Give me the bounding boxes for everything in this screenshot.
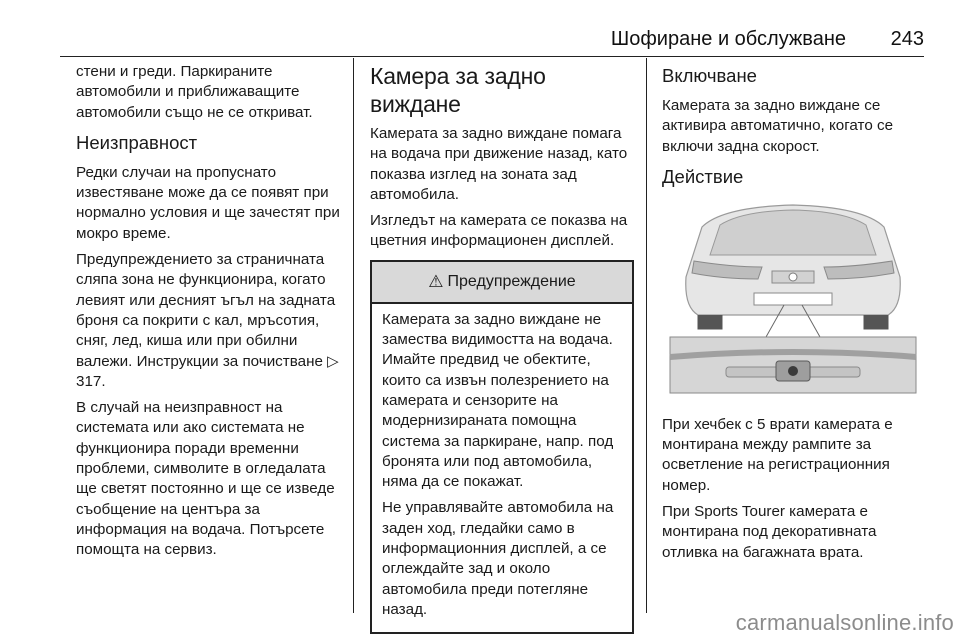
page-ref-icon: ▷ (327, 352, 339, 370)
column-divider (646, 58, 647, 613)
paragraph: Изгледът на камерата се показва на цветния информационен дисплей. (370, 212, 628, 250)
watermark: carmanualsonline.info (735, 610, 954, 635)
page-ref-link[interactable]: 317. (76, 372, 106, 390)
paragraph: Камерата за задно виждане се активира автоматично, когато се включи задна скорост. (662, 97, 894, 155)
page-header (60, 26, 924, 57)
paragraph: При хечбек с 5 врати камерата е монтирана между рампите за осветление на регистрационния номер. (662, 415, 893, 494)
column-divider (353, 58, 354, 613)
warning-box (370, 260, 634, 634)
section-heading: Включване (662, 65, 757, 86)
section-heading: Действие (662, 165, 744, 187)
page-number: 243 (890, 28, 924, 50)
rear-camera-car-illustration-icon (662, 197, 924, 403)
warning-body (372, 304, 632, 632)
header-title: Шофиране и обслужване (610, 28, 846, 50)
paragraph: При Sports Tourer камерата е монтирана под декоративната отливка на багажната врата. (662, 503, 877, 561)
chapter-heading: Камера за задно виждане (370, 63, 546, 117)
section-heading: Неизправност (76, 131, 198, 153)
column-1 (76, 62, 344, 567)
warning-header (372, 262, 632, 304)
paragraph: Редки случаи на пропуснато известяване може да се появят при нормално условия и ще зачестят при мокро време. (76, 163, 340, 242)
warning-title: Предупреждение (447, 272, 576, 290)
paragraph: Не управлявайте автомобила на заден ход, гледайки само в информационния дисплей, а се оглеждайте зад и около автомобила преди потегляне назад. (382, 499, 614, 618)
paragraph: В случай на неизправност на системата или ако системата не функционира поради временни проблеми, символите в огледалата ще светят постоянно и ще се изведе съобщение на центъра за информация на водача. Потърсете помощта на сервиз. (76, 399, 335, 559)
column-2 (370, 62, 634, 634)
column-3 (662, 62, 928, 569)
paragraph: стени и греди. Паркираните автомобили и приближаващите автомобили също не се откриват. (76, 63, 313, 121)
paragraph: Камерата за задно виждане не замества видимостта на водача. Имайте предвид че обектите, които са извън полезрението на камерата и сензорите на модернизираната помощна система за паркиране, напр. под бронята или под автомобила, няма да се покажат. (382, 310, 614, 491)
paragraph: Камерата за задно виждане помага на водача при движение назад, като показва изглед на зоната зад автомобила. (370, 125, 628, 203)
paragraph-text: Предупреждението за страничната сляпа зона не функционира, когато левият или десният ъгъл на задната броня са покрити с кал, мръсотия, сняг, лед, киша или при обилни валежи. Инструкции за почистване (76, 251, 336, 370)
paragraph (76, 250, 344, 392)
warning-triangle-icon: ⚠ (428, 271, 444, 291)
